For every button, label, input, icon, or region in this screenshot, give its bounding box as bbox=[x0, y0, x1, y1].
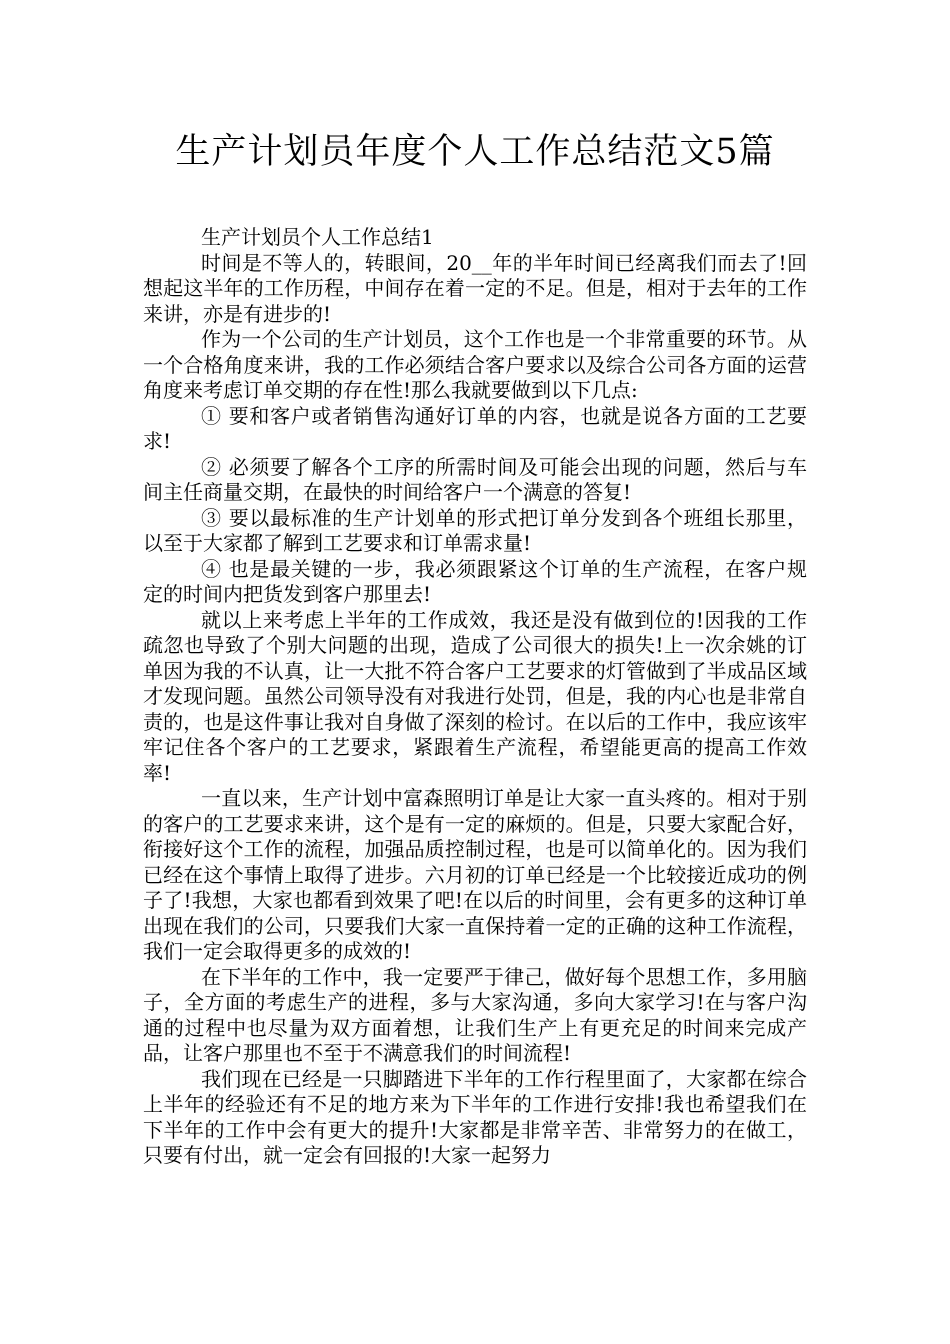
paragraph: 一直以来，生产计划中富森照明订单是让大家一直头疼的。相对于别的客户的工艺要求来讲，这个是有一定的麻烦的。但是，只要大家配合好，衔接好这个工作的流程，加强品质控制过程，也是可以简单化的。因为我们已经在这个事情上取得了进步。六月初的订单已经是一个比较接近成功的例子了!我想，大家也都看到效果了吧!在以后的时间里，会有更多的这种订单出现在我们的公司，只要我们大家一直保持着一定的正确的这种工作流程，我们一定会取得更多的成效的! bbox=[143, 786, 807, 963]
section-title: 生产计划员个人工作总结1 bbox=[201, 225, 434, 249]
document-title: 生产计划员年度个人工作总结范文5篇 bbox=[175, 132, 775, 172]
list-item-2: ② 必须要了解各个工序的所需时间及可能会出现的问题，然后与车间主任商量交期，在最快的时间给客户一个满意的答复! bbox=[143, 454, 807, 504]
paragraph: 在下半年的工作中，我一定要严于律己，做好每个思想工作，多用脑子，全方面的考虑生产的进程，多与大家沟通，多向大家学习!在与客户沟通的过程中也尽量为双方面着想，让我们生产上有更充足的时间来完成产品，让客户那里也不至于不满意我们的时间流程! bbox=[143, 964, 807, 1065]
paragraph: 就以上来考虑上半年的工作成效，我还是没有做到位的!因我的工作疏忽也导致了个别大问题的出现，造成了公司很大的损失!上一次余姚的订单因为我的不认真，让一大批不符合客户工艺要求的灯管做到了半成品区域才发现问题。虽然公司领导没有对我进行处罚，但是，我的内心也是非常自责的，也是这件事让我对自身做了深刻的检讨。在以后的工作中，我应该牢牢记住各个客户的工艺要求，紧跟着生产流程，希望能更高的提高工作效率! bbox=[143, 607, 807, 785]
list-item-3: ③ 要以最标准的生产计划单的形式把订单分发到各个班组长那里，以至于大家都了解到工艺要求和订单需求量! bbox=[143, 505, 807, 555]
list-item-4: ④ 也是最关键的一步，我必须跟紧这个订单的生产流程，在客户规定的时间内把货发到客户那里去! bbox=[143, 556, 807, 606]
paragraph: 我们现在已经是一只脚踏进下半年的工作行程里面了，大家都在综合上半年的经验还有不足的地方来为下半年的工作进行安排!我也希望我们在下半年的工作中会有更大的提升!大家都是非常辛苦、非常努力的在做工，只要有付出，就一定会有回报的!大家一起努力 bbox=[143, 1066, 807, 1167]
list-item-1: ① 要和客户或者销售沟通好订单的内容，也就是说各方面的工艺要求! bbox=[143, 403, 807, 453]
paragraph: 时间是不等人的，转眼间，20__年的半年时间已经离我们而去了!回想起这半年的工作历程，中间存在着一定的不足。但是，相对于去年的工作来讲，亦是有进步的! bbox=[143, 250, 807, 326]
paragraph: 作为一个公司的生产计划员，这个工作也是一个非常重要的环节。从一个合格角度来讲，我的工作必须结合客户要求以及综合公司各方面的运营角度来考虑订单交期的存在性!那么我就要做到以下几点: bbox=[143, 327, 807, 402]
document-body bbox=[143, 225, 807, 1169]
